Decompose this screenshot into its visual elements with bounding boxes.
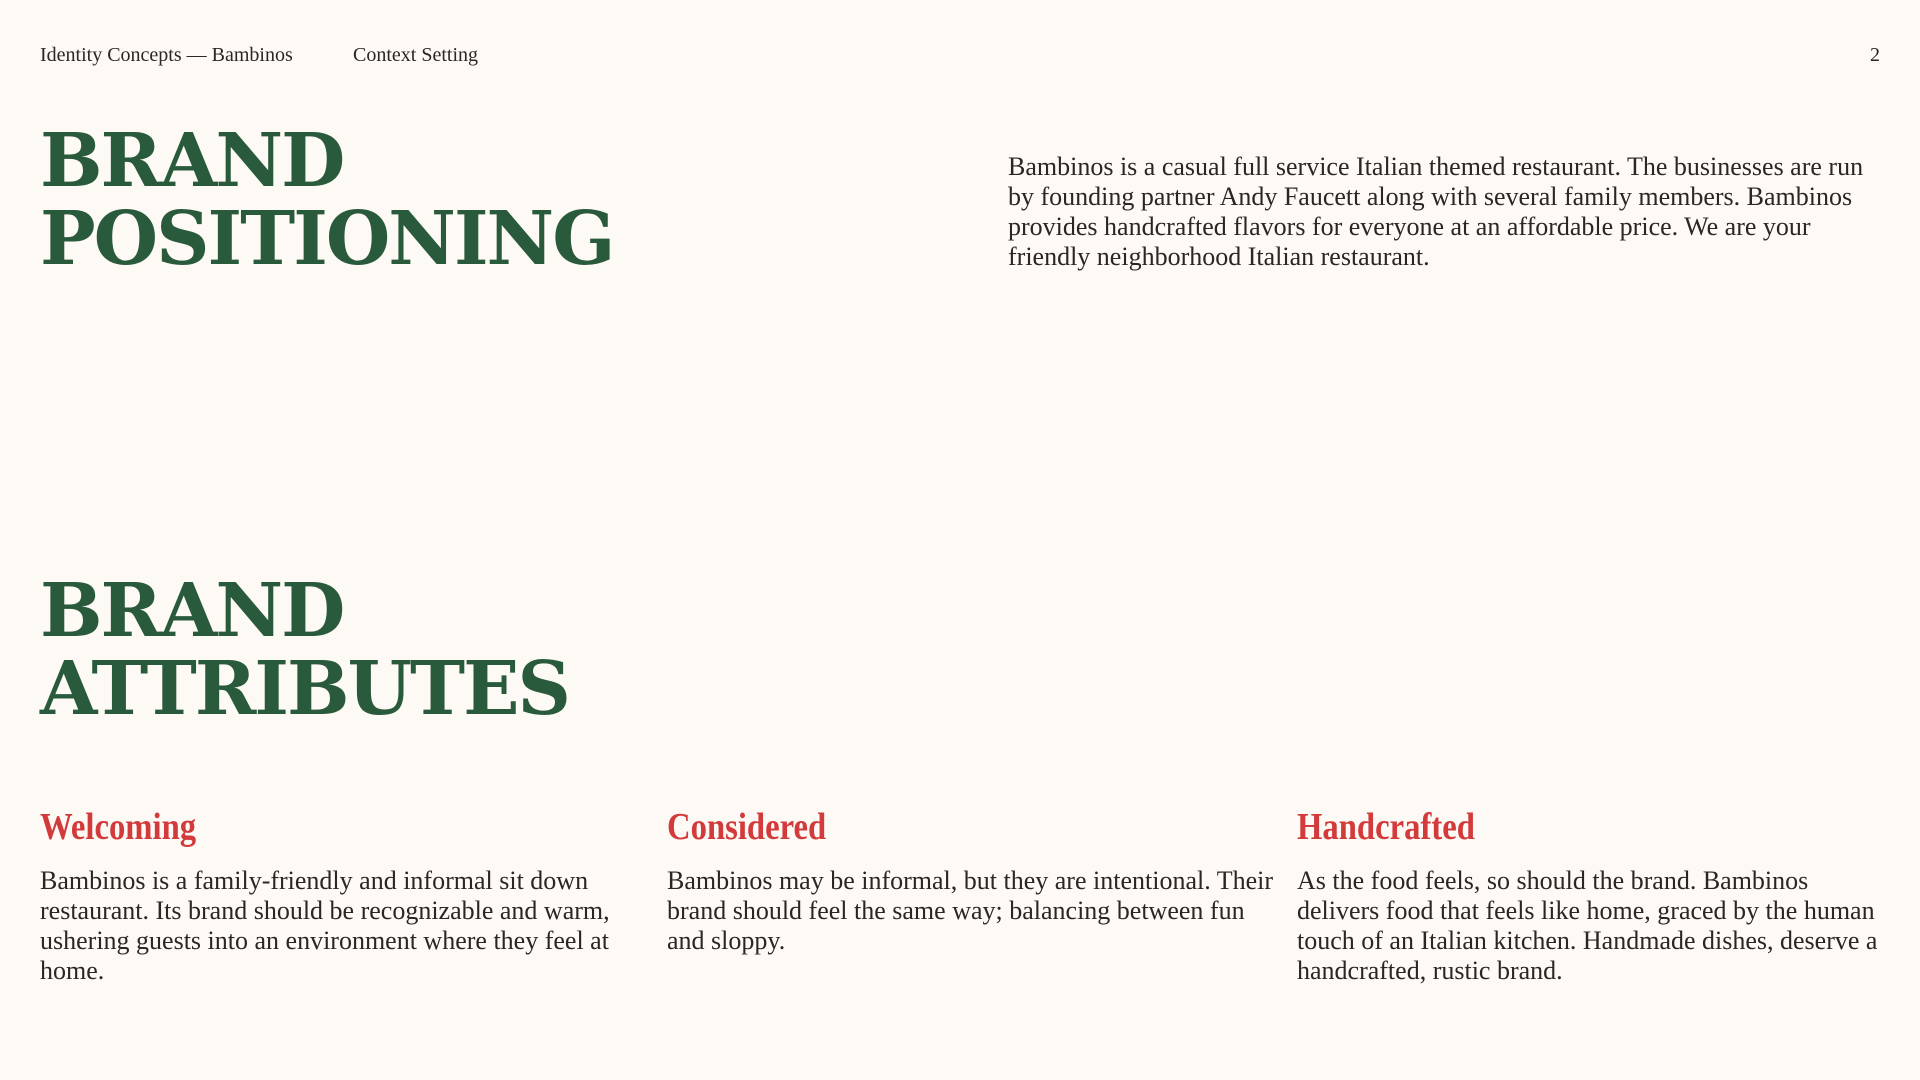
page-header [40, 44, 1880, 72]
brand-attributes-heading [40, 568, 569, 732]
brand-attributes-heading-line-2: ATTRIBUTES [40, 646, 569, 732]
document-title: Identity Concepts — Bambinos [40, 44, 293, 66]
attribute-welcoming [40, 800, 640, 986]
attribute-body: As the food feels, so should the brand. Bambinos delivers food that feels like home, graced by the human touch of an Italian kitchen. Handmade dishes, deserve a handcrafted, rustic brand. [1297, 866, 1878, 985]
attribute-body: Bambinos is a family-friendly and informal sit down restaurant. Its brand should be recognizable and warm, ushering guests into an environment where they feel at home. [40, 866, 610, 985]
brand-positioning-heading-line-1: BRAND [40, 118, 344, 204]
brand-positioning-heading [40, 118, 614, 282]
section-title: Context Setting [353, 44, 478, 66]
attribute-title: Considered [667, 806, 827, 848]
attribute-handcrafted [1297, 800, 1897, 986]
attribute-body: Bambinos may be informal, but they are intentional. Their brand should feel the same way; balancing between fun and sloppy. [667, 866, 1274, 955]
brand-attributes-heading-line-1: BRAND [40, 568, 344, 654]
attribute-considered [667, 800, 1277, 956]
brand-positioning-heading-line-2: POSITIONING [40, 196, 614, 282]
page-number: 2 [1870, 44, 1880, 66]
attribute-title: Handcrafted [1297, 806, 1475, 848]
brand-positioning-body: Bambinos is a casual full service Italian themed restaurant. The businesses are run by founding partner Andy Faucett along with several family members. Bambinos provides handcrafted flavors for everyone at an affordable price. We are your friendly neighborhood Italian restaurant. [1008, 152, 1864, 271]
attribute-title: Welcoming [40, 806, 197, 848]
